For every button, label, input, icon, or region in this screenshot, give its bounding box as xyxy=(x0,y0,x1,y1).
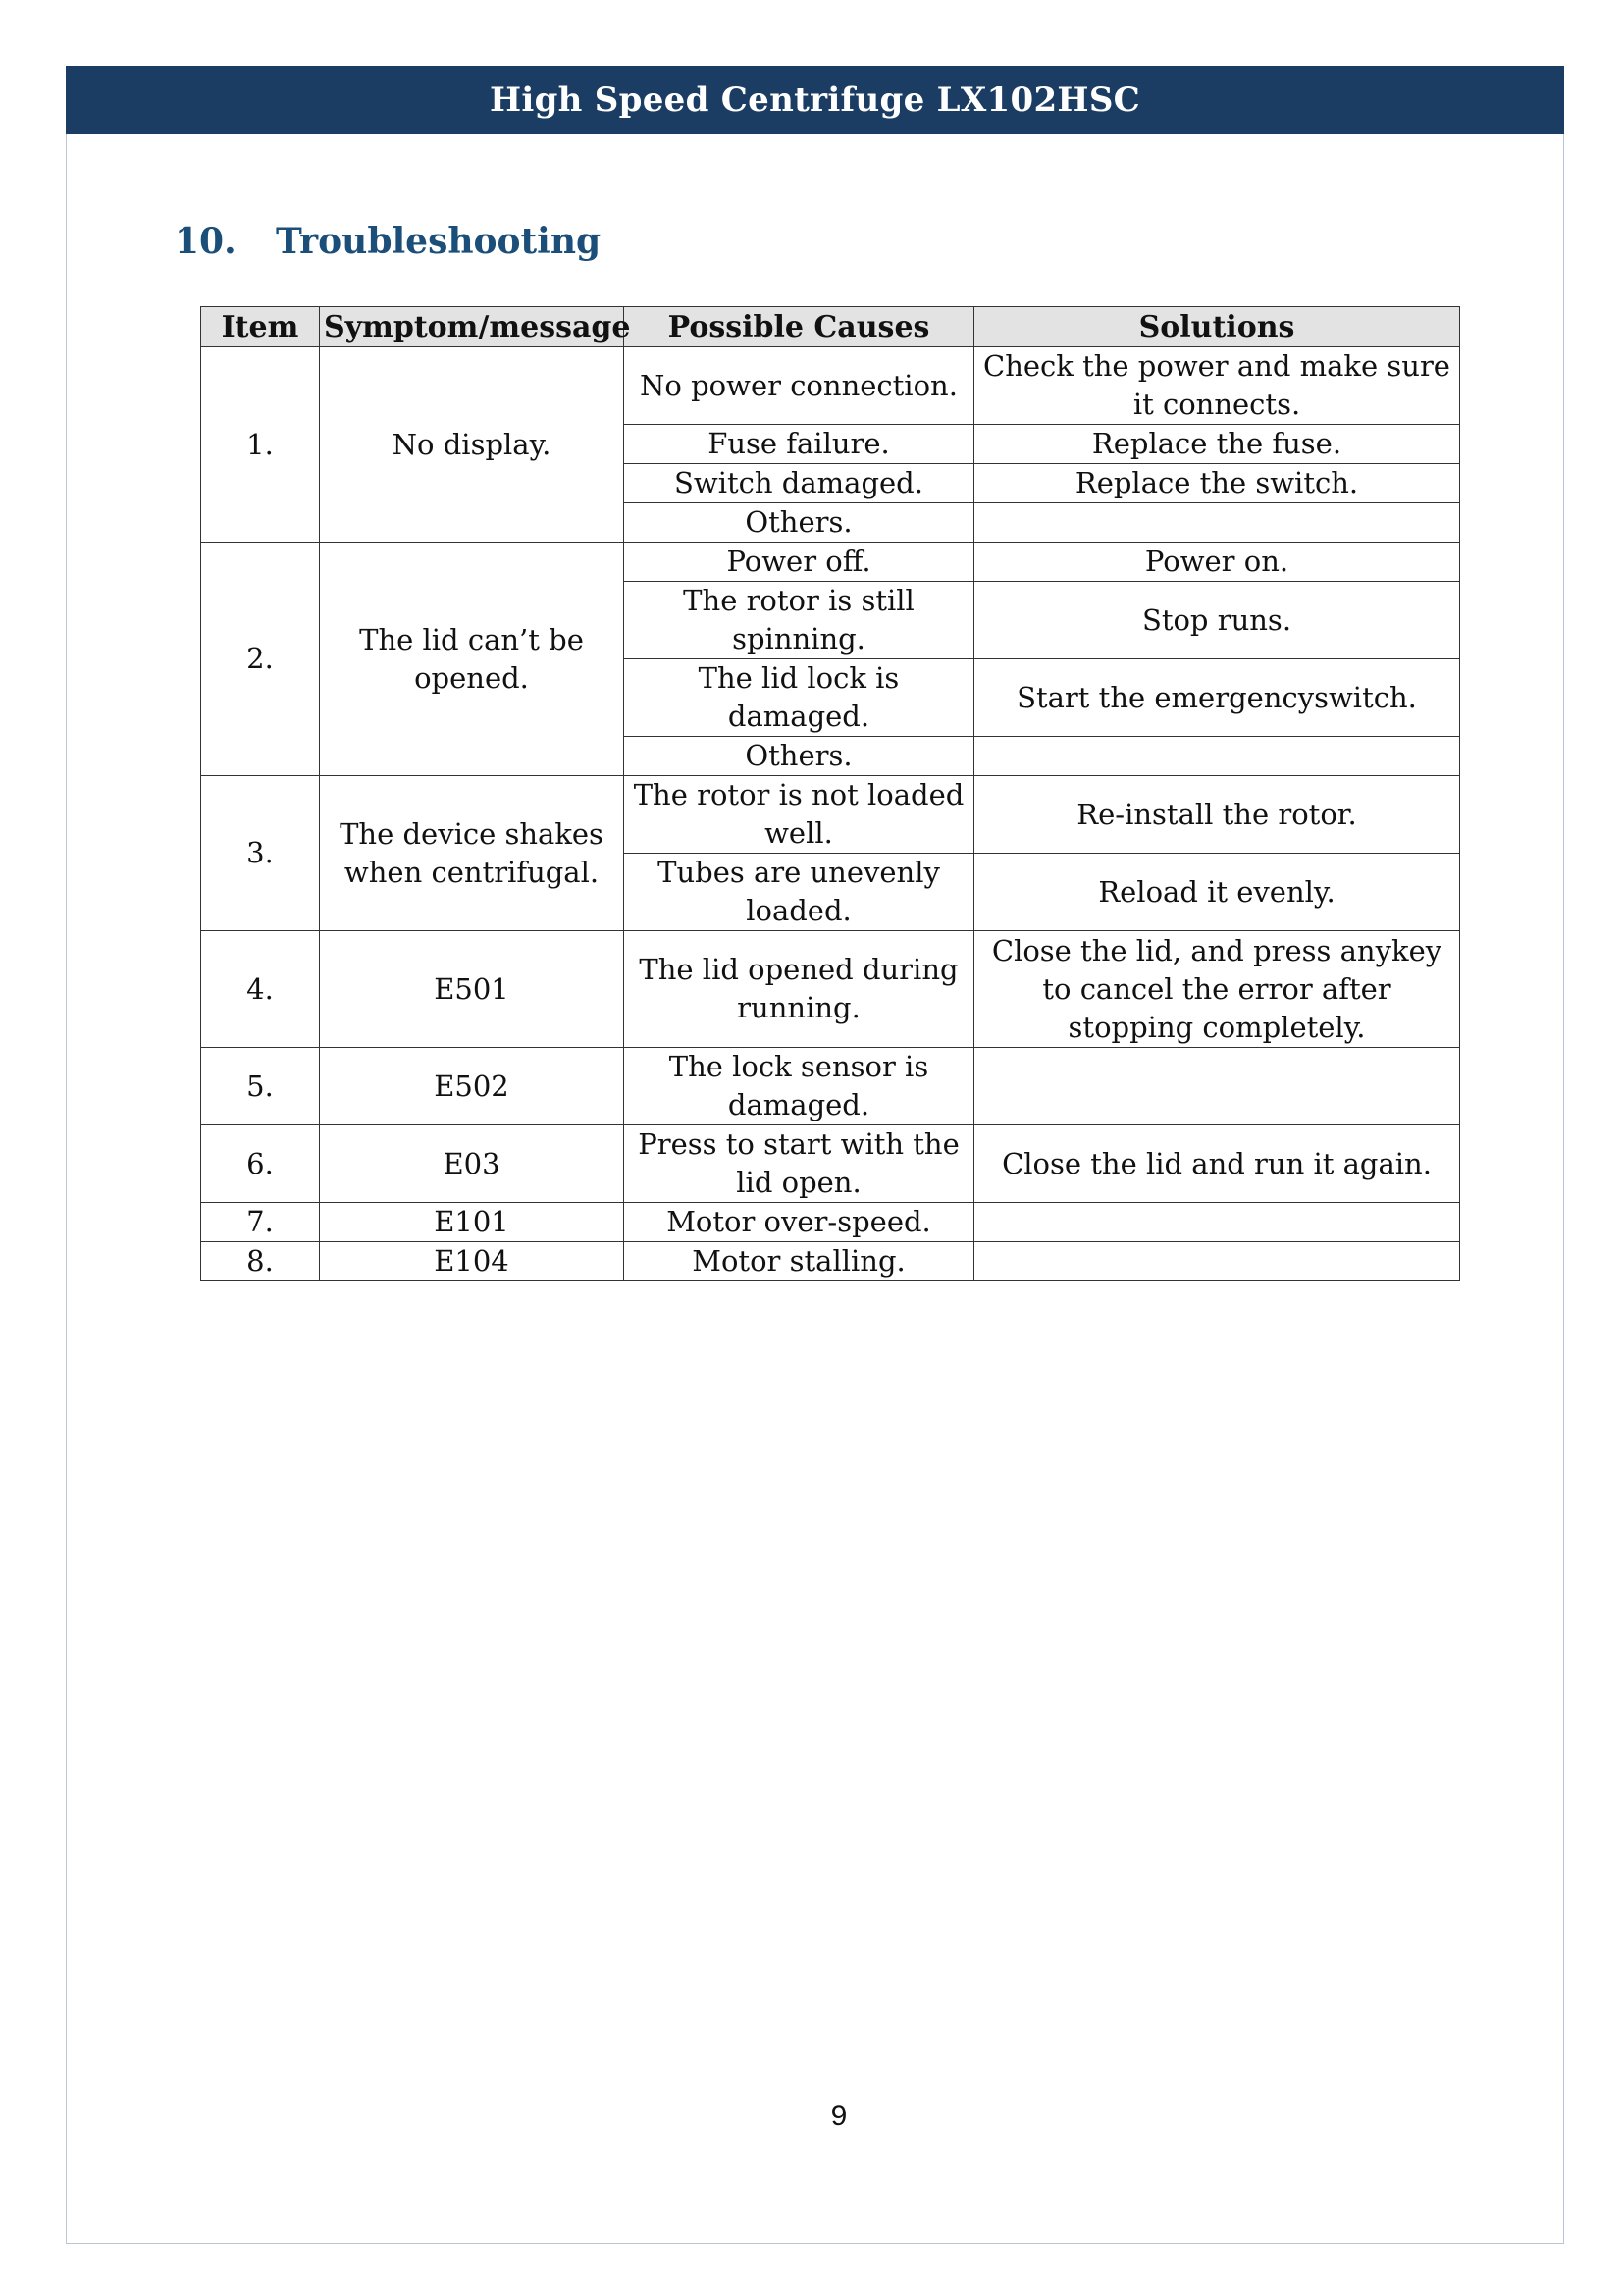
cause-cell: The lid lock is damaged. xyxy=(624,659,974,737)
symptom-cell: E501 xyxy=(320,931,624,1048)
solution-cell xyxy=(974,1203,1460,1242)
table-row xyxy=(201,347,1460,425)
table-row xyxy=(201,1125,1460,1203)
cause-cell: Switch damaged. xyxy=(624,464,974,503)
cause-cell: The rotor is not loaded well. xyxy=(624,776,974,854)
solution-cell: Reload it evenly. xyxy=(974,854,1460,931)
table-row xyxy=(201,776,1460,854)
column-header-item: Item xyxy=(201,307,320,347)
solution-cell: Start the emergencyswitch. xyxy=(974,659,1460,737)
column-header-symptom: Symptom/message xyxy=(320,307,624,347)
solution-cell xyxy=(974,503,1460,543)
cause-cell: Motor stalling. xyxy=(624,1242,974,1281)
troubleshooting-table xyxy=(200,306,1460,1281)
cause-cell: Others. xyxy=(624,503,974,543)
cause-cell: The rotor is still spinning. xyxy=(624,582,974,659)
item-number: 4. xyxy=(201,931,320,1048)
column-header-causes: Possible Causes xyxy=(624,307,974,347)
symptom-cell: E502 xyxy=(320,1048,624,1125)
solution-cell xyxy=(974,1048,1460,1125)
solution-cell: Close the lid and run it again. xyxy=(974,1125,1460,1203)
table-row xyxy=(201,1048,1460,1125)
item-number: 6. xyxy=(201,1125,320,1203)
cause-cell: Press to start with the lid open. xyxy=(624,1125,974,1203)
cause-cell: Motor over-speed. xyxy=(624,1203,974,1242)
section-title: Troubleshooting xyxy=(276,221,602,262)
solution-cell xyxy=(974,1242,1460,1281)
symptom-cell: The device shakes when centrifugal. xyxy=(320,776,624,931)
cause-cell: The lock sensor is damaged. xyxy=(624,1048,974,1125)
solution-cell: Close the lid, and press anykey to cancel the error after stopping completely. xyxy=(974,931,1460,1048)
cause-cell: No power connection. xyxy=(624,347,974,425)
document-header xyxy=(66,66,1564,134)
cause-cell: Others. xyxy=(624,737,974,776)
solution-cell: Replace the switch. xyxy=(974,464,1460,503)
solution-cell: Power on. xyxy=(974,543,1460,582)
symptom-cell: No display. xyxy=(320,347,624,543)
item-number: 7. xyxy=(201,1203,320,1242)
symptom-cell: The lid can’t be opened. xyxy=(320,543,624,776)
column-header-solutions: Solutions xyxy=(974,307,1460,347)
symptom-cell: E03 xyxy=(320,1125,624,1203)
cause-cell: Power off. xyxy=(624,543,974,582)
item-number: 3. xyxy=(201,776,320,931)
item-number: 1. xyxy=(201,347,320,543)
table-row xyxy=(201,1242,1460,1281)
document-title: High Speed Centrifuge LX102HSC xyxy=(489,80,1141,120)
solution-cell: Stop runs. xyxy=(974,582,1460,659)
table-header-row xyxy=(201,307,1460,347)
solution-cell: Re-install the rotor. xyxy=(974,776,1460,854)
item-number: 5. xyxy=(201,1048,320,1125)
solution-cell xyxy=(974,737,1460,776)
section-number: 10. xyxy=(175,221,236,262)
cause-cell: Tubes are unevenly loaded. xyxy=(624,854,974,931)
page-number: 9 xyxy=(830,2100,848,2132)
item-number: 8. xyxy=(201,1242,320,1281)
item-number: 2. xyxy=(201,543,320,776)
section-heading xyxy=(175,221,601,262)
cause-cell: Fuse failure. xyxy=(624,425,974,464)
table-row xyxy=(201,931,1460,1048)
solution-cell: Replace the fuse. xyxy=(974,425,1460,464)
solution-cell: Check the power and make sure it connects. xyxy=(974,347,1460,425)
symptom-cell: E104 xyxy=(320,1242,624,1281)
cause-cell: The lid opened during running. xyxy=(624,931,974,1048)
symptom-cell: E101 xyxy=(320,1203,624,1242)
table-row xyxy=(201,543,1460,582)
table-row xyxy=(201,1203,1460,1242)
